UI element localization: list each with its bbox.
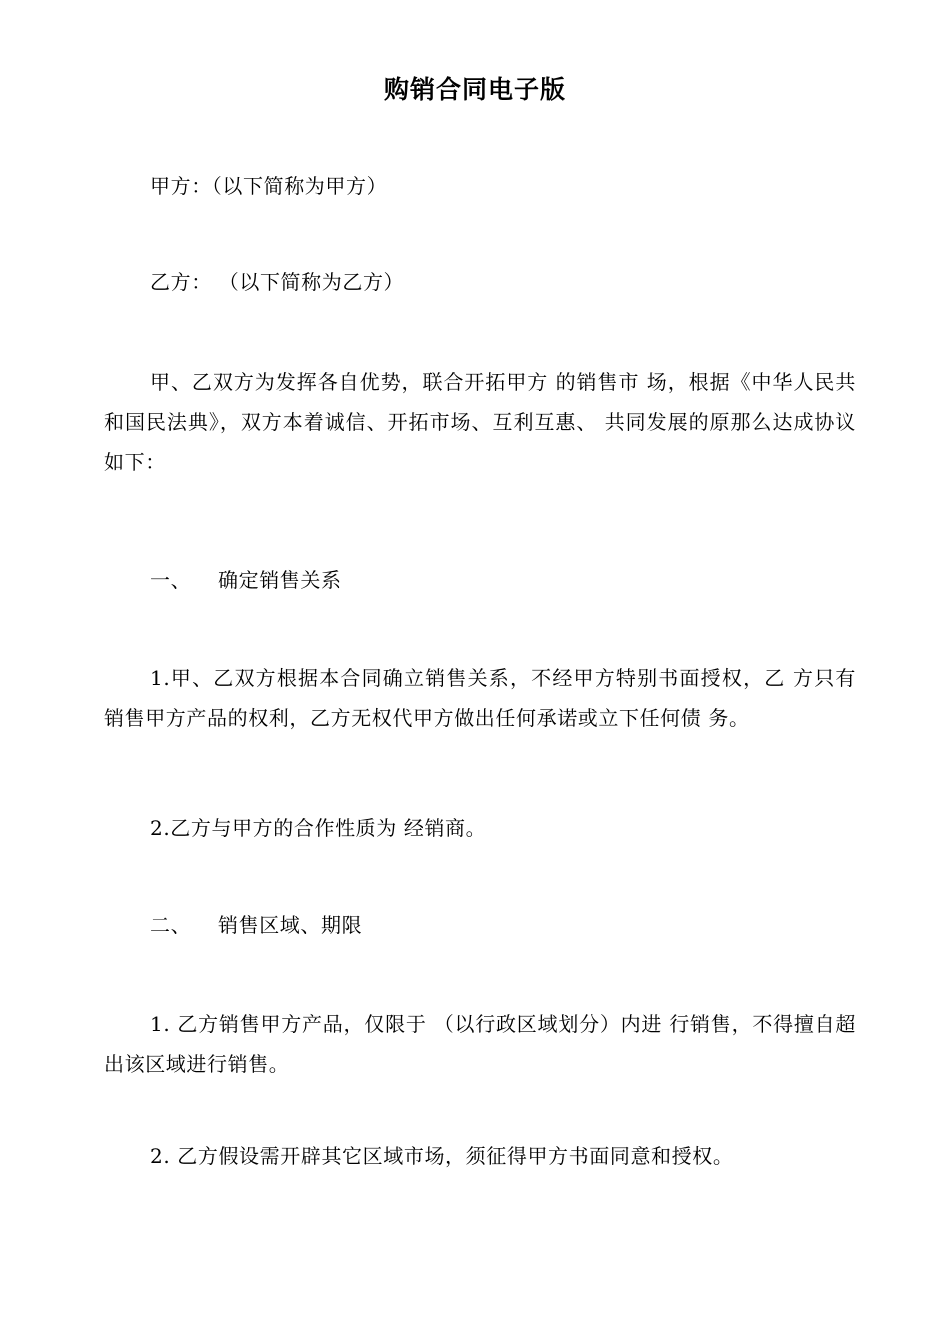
section-2-clause-2: 2. 乙方假设需开辟其它区域市场，须征得甲方书面同意和授权。 bbox=[150, 1144, 734, 1168]
section-1-clause-2: 2.乙方与甲方的合作性质为 经销商。 bbox=[150, 816, 487, 840]
preamble-paragraph: 甲、乙双方为发挥各自优势，联合开拓甲方 的销售市 场，根据《中华人民共和国民法典》，双方本着诚信、开拓市场、互利互惠、 共同发展的原那么达成协议如下： bbox=[104, 370, 856, 474]
section-heading-2 bbox=[150, 905, 362, 945]
document-title: 购销合同电子版 bbox=[383, 75, 566, 104]
section-heading-1 bbox=[150, 560, 342, 600]
section-number: 二、 bbox=[150, 913, 192, 937]
party-a-line: 甲方：（以下简称为甲方） bbox=[150, 174, 388, 198]
section-title: 销售区域、期限 bbox=[218, 913, 363, 937]
section-1-clause-1: 1.甲、乙双方根据本合同确立销售关系，不经甲方特别书面授权，乙 方只有销售甲方产品的权利，乙方无权代甲方做出任何承诺或立下任何债 务。 bbox=[104, 666, 856, 730]
party-b-line: 乙方： （以下简称为乙方） bbox=[150, 270, 405, 294]
section-title: 确定销售关系 bbox=[218, 568, 342, 592]
section-2-clause-1: 1. 乙方销售甲方产品，仅限于 （以行政区域划分）内进 行销售，不得擅自超出该区域进行销售。 bbox=[104, 1012, 856, 1076]
section-number: 一、 bbox=[150, 568, 192, 592]
